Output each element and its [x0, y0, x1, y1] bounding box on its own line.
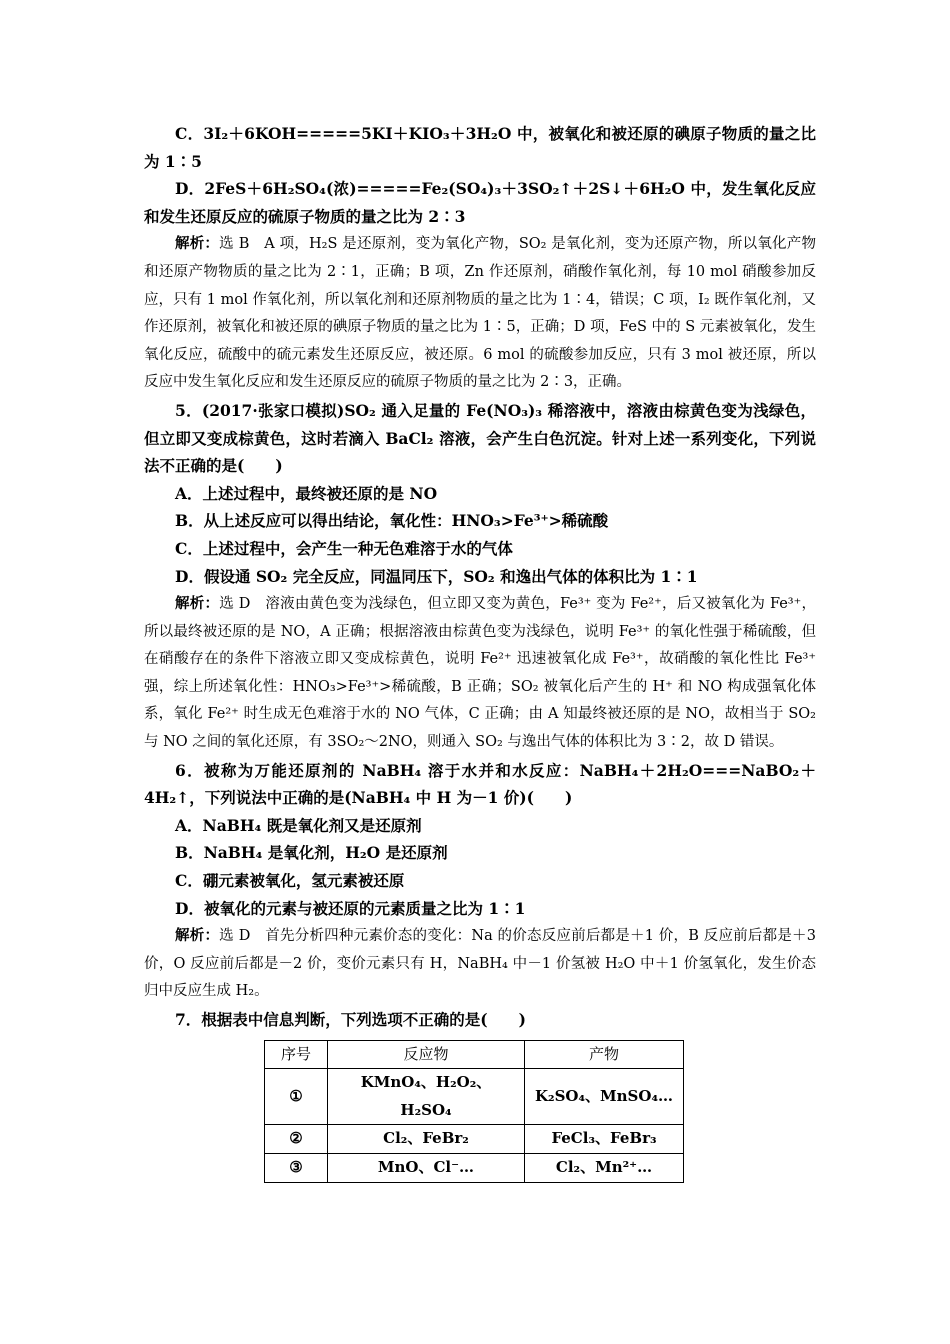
- table-cell: MnO、Cl⁻…: [328, 1153, 525, 1182]
- q4-option-d: D．2FeS＋6H₂SO₄(浓)=====Fe₂(SO₄)₃＋3SO₂↑＋2S↓＋6H₂O 中，发生氧化反应和发生还原反应的硫原子物质的量之比为 2∶3: [144, 179, 816, 226]
- q5-option-b: B．从上述反应可以得出结论，氧化性：HNO₃>Fe³⁺>稀硫酸: [175, 511, 609, 531]
- q6-option-a: A．NaBH₄ 既是氧化剂又是还原剂: [175, 815, 422, 835]
- table-cell: Cl₂、FeBr₂: [328, 1125, 525, 1154]
- q4-solution: [144, 230, 816, 397]
- q5-option-c: C．上述过程中，会产生一种无色难溶于水的气体: [175, 538, 513, 558]
- table-cell: FeCl₃、FeBr₃: [525, 1125, 684, 1154]
- solution-text: 选 B A 项，H₂S 是还原剂，变为氧化产物，SO₂ 是氧化剂，变为还原产物，所以氧化产物和还原产物物质的量之比为 2∶1，正确；B 项，Zn 作还原剂，硝酸作氧化剂，每 10 mol 硝酸参加反应，只有 1 mol 作氧化剂，所以氧化剂和还原剂物质的量之比为 1∶4，错误；C 项，I₂ 既作氧化剂，又作还原剂，被氧化和被还原的碘原子物质的量之比为 1∶5，正确；D 项，FeS 中的 S 元素被氧化，发生氧化反应，硫酸中的硫元素发生还原反应，被还原。6 mol 的硫酸参加反应，只有 3 mol 被还原，所以反应中发生氧化反应和发生还原反应的硫原子物质的量之比为 2∶3，正确。: [144, 236, 816, 391]
- table-cell: ③: [265, 1153, 328, 1182]
- solution-label: 解析：: [175, 595, 220, 613]
- reaction-table: [264, 1040, 684, 1183]
- table-header-cell: 产物: [525, 1040, 684, 1069]
- solution-text: 选 D 首先分析四种元素价态的变化：Na 的价态反应前后都是＋1 价，B 反应前后都是＋3 价，O 反应前后都是－2 价，变价元素只有 H，NaBH₄ 中－1 价氢被 H₂O 中＋1 价氢氧化，发生价态归中反应生成 H₂。: [144, 928, 817, 1000]
- q5-solution: [144, 590, 816, 757]
- table-cell: Cl₂、Mn²⁺…: [525, 1153, 684, 1182]
- table-row: [265, 1069, 684, 1125]
- table-row: [265, 1125, 684, 1154]
- table-cell: ①: [265, 1069, 328, 1125]
- table-header-cell: 反应物: [328, 1040, 525, 1069]
- q6-solution: [144, 922, 816, 1006]
- q6-stem: 6．被称为万能还原剂的 NaBH₄ 溶于水并和水反应：NaBH₄＋2H₂O===NaBO₂＋4H₂↑，下列说法中正确的是(NaBH₄ 中 H 为－1 价)( ): [144, 760, 816, 808]
- solution-label: 解析：: [175, 235, 220, 253]
- q6-option-b: B．NaBH₄ 是氧化剂，H₂O 是还原剂: [175, 843, 448, 863]
- table-cell: KMnO₄、H₂O₂、H₂SO₄: [328, 1069, 525, 1125]
- q5-stem: 5．(2017·张家口模拟)SO₂ 通入足量的 Fe(NO₃)₃ 稀溶液中，溶液由棕黄色变为浅绿色，但立即又变成棕黄色，这时若滴入 BaCl₂ 溶液，会产生白色沉淀。针对上述一系列变化，下列说法不正确的是( ): [144, 400, 816, 476]
- q5-option-d: D．假设通 SO₂ 完全反应，同温同压下，SO₂ 和逸出气体的体积比为 1∶1: [175, 566, 698, 586]
- table-row: [265, 1153, 684, 1182]
- table-header-cell: 序号: [265, 1040, 328, 1069]
- q6-option-d: D．被氧化的元素与被还原的元素质量之比为 1∶1: [175, 898, 526, 918]
- table-cell: ②: [265, 1125, 328, 1154]
- q7-stem: 7．根据表中信息判断，下列选项不正确的是( ): [175, 1010, 526, 1029]
- document-page: [144, 120, 816, 1183]
- q5-option-a: A．上述过程中，最终被还原的是 NO: [175, 483, 438, 503]
- q4-option-c: C．3I₂＋6KOH=====5KI＋KIO₃＋3H₂O 中，被氧化和被还原的碘原子物质的量之比为 1∶5: [144, 124, 816, 171]
- solution-label: 解析：: [175, 927, 220, 945]
- q6-option-c: C．硼元素被氧化，氢元素被还原: [175, 871, 405, 891]
- table-cell: K₂SO₄、MnSO₄…: [525, 1069, 684, 1125]
- solution-text: 选 D 溶液由黄色变为浅绿色，但立即又变为黄色，Fe³⁺ 变为 Fe²⁺，后又被氧化为 Fe³⁺，所以最终被还原的是 NO，A 正确；根据溶液由棕黄色变为浅绿色，说明 Fe³⁺ 的氧化性强于稀硫酸，但在硝酸存在的条件下溶液立即又变成棕黄色，说明 Fe²⁺ 迅速被氧化成 Fe³⁺，故硝酸的氧化性比 Fe³⁺ 强，综上所述氧化性：HNO₃>Fe³⁺>稀硫酸，B 正确；SO₂ 被氧化后产生的 H⁺ 和 NO 构成强氧化体系，氧化 Fe²⁺ 时生成无色难溶于水的 NO 气体，C 正确；由 A 知最终被还原的是 NO，故相当于 SO₂ 与 NO 之间的氧化还原，有 3SO₂～2NO，则通入 SO₂ 与逸出气体的体积比为 3∶2，故 D 错误。: [144, 596, 816, 751]
- table-header-row: [265, 1040, 684, 1069]
